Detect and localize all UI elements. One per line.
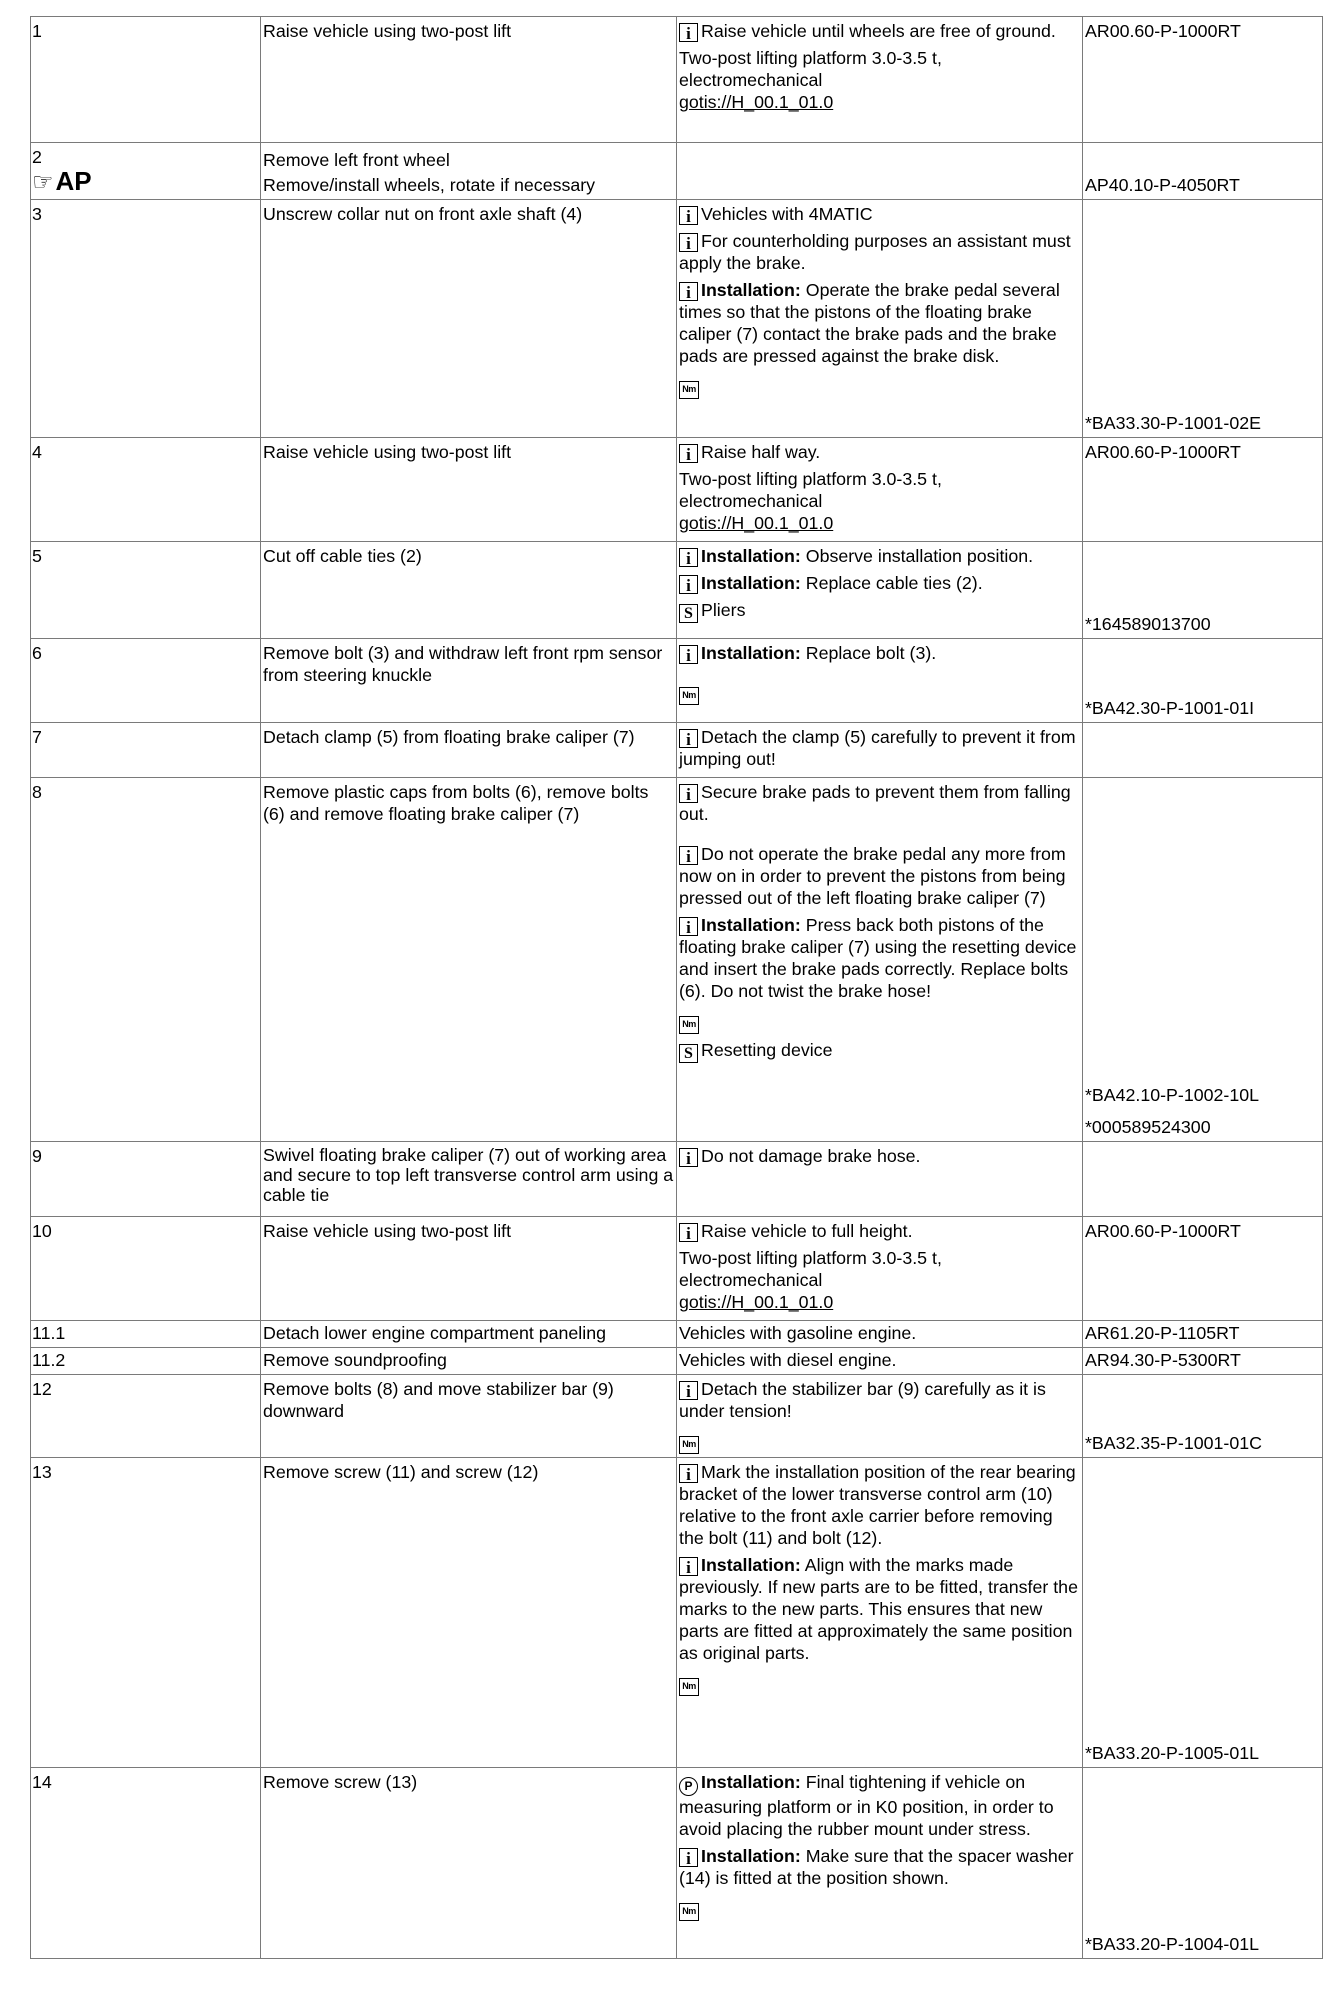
step-notes	[677, 1375, 1083, 1458]
step-notes	[677, 723, 1083, 778]
note-item: i Installation: Make sure that the spacer washer (14) is fitted at the position shown.	[679, 1846, 1074, 1888]
ap-marker: ☞AP	[32, 166, 92, 196]
equipment-text: Two-post lifting platform 3.0-3.5 t,	[679, 469, 942, 489]
equipment-text: electromechanical	[679, 70, 823, 90]
note-item: P Installation: Final tightening if vehicle on measuring platform or in K0 position, in order to avoid placing the rubber mount under stress.	[679, 1772, 1054, 1839]
reference-code[interactable]: AR00.60-P-1000RT	[1083, 17, 1323, 143]
info-icon: i	[679, 729, 698, 748]
table-row	[31, 542, 1323, 639]
note-item: i Vehicles with 4MATIC	[679, 203, 1080, 225]
torque-icon: Nm	[679, 1016, 699, 1034]
torque-item	[679, 372, 1080, 399]
step-notes	[677, 542, 1083, 639]
info-icon: i	[679, 1148, 698, 1167]
step-notes	[677, 1458, 1083, 1768]
reference-code[interactable]: AR94.30-P-5300RT	[1083, 1348, 1323, 1375]
step-number: 3	[31, 200, 261, 438]
table-row	[31, 17, 1323, 143]
note-item: i Installation: Replace cable ties (2).	[679, 572, 1080, 594]
table-row	[31, 143, 1323, 200]
note-item: i Detach the stabilizer bar (9) carefully as it is under tension!	[679, 1379, 1046, 1421]
table-row	[31, 1217, 1323, 1321]
step-number: 9	[31, 1142, 261, 1217]
step-notes	[677, 778, 1083, 1142]
note-item: i Raise vehicle to full height.	[679, 1220, 1080, 1242]
note-item: i Mark the installation position of the rear bearing bracket of the lower transverse control arm (10) relative to the front axle carrier before removing the bolt (11) and bolt (12).	[679, 1462, 1076, 1548]
torque-icon: Nm	[679, 1678, 699, 1696]
info-icon: i	[679, 846, 698, 865]
equipment-text: Two-post lifting platform 3.0-3.5 t,	[679, 1248, 942, 1268]
gotis-link[interactable]: gotis://H_00.1_01.0	[679, 1292, 834, 1312]
step-number: 1	[31, 17, 261, 143]
info-icon: i	[679, 1223, 698, 1242]
step-action: Cut off cable ties (2)	[261, 542, 677, 639]
step-action: Detach lower engine compartment paneling	[261, 1321, 677, 1348]
step-notes	[677, 1217, 1083, 1321]
reference-code[interactable]: AR61.20-P-1105RT	[1083, 1321, 1323, 1348]
procedure-sheet	[30, 16, 1322, 1959]
special-tool-icon: S	[679, 1044, 698, 1063]
torque-item	[679, 678, 1080, 705]
step-number: 13	[31, 1458, 261, 1768]
torque-item	[679, 1669, 1080, 1696]
info-icon: i	[679, 233, 698, 252]
table-row	[31, 723, 1323, 778]
reference-code[interactable]: *000589524300	[1085, 1117, 1211, 1137]
table-row	[31, 1321, 1323, 1348]
torque-item	[679, 1427, 1080, 1454]
reference-code	[1083, 723, 1323, 778]
step-action: Remove soundproofing	[261, 1348, 677, 1375]
reference-code[interactable]: *BA42.30-P-1001-01I	[1083, 639, 1323, 723]
reference-code-cell	[1083, 778, 1323, 1142]
step-action: Raise vehicle using two-post lift	[261, 1217, 677, 1321]
note-item: i Raise half way.	[679, 441, 1080, 463]
equipment-text: electromechanical	[679, 491, 823, 511]
table-row	[31, 639, 1323, 723]
reference-code[interactable]: AP40.10-P-4050RT	[1083, 143, 1323, 200]
step-number: 4	[31, 438, 261, 542]
reference-code[interactable]: *BA33.20-P-1005-01L	[1083, 1458, 1323, 1768]
note-item: i Raise vehicle until wheels are free of ground.	[679, 20, 1080, 42]
step-notes: Vehicles with gasoline engine.	[677, 1321, 1083, 1348]
step-notes	[677, 1768, 1083, 1959]
info-icon: i	[679, 1381, 698, 1400]
step-notes: Vehicles with diesel engine.	[677, 1348, 1083, 1375]
table-row	[31, 1458, 1323, 1768]
info-icon: i	[679, 206, 698, 225]
note-item: i Secure brake pads to prevent them from falling out.	[679, 782, 1071, 824]
info-icon: i	[679, 645, 698, 664]
step-action: Remove screw (11) and screw (12)	[261, 1458, 677, 1768]
table-row	[31, 1375, 1323, 1458]
step-notes	[677, 143, 1083, 200]
info-icon: i	[679, 1848, 698, 1867]
info-icon: i	[679, 1464, 698, 1483]
table-row	[31, 1142, 1323, 1217]
step-notes	[677, 1142, 1083, 1217]
pointing-hand-icon: ☞	[32, 169, 54, 196]
step-number: 14	[31, 1768, 261, 1959]
table-row	[31, 1348, 1323, 1375]
note-item: i Installation: Replace bolt (3).	[679, 642, 1080, 664]
step-action: Unscrew collar nut on front axle shaft (4)	[261, 200, 677, 438]
note-item: i Do not damage brake hose.	[679, 1145, 1080, 1167]
step-notes	[677, 639, 1083, 723]
note-item: i Installation: Press back both pistons of the floating brake caliper (7) using the resetting device and insert the brake pads correctly. Replace bolts (6). Do not twist the brake hose!	[679, 915, 1077, 1001]
table-row	[31, 200, 1323, 438]
note-item: i Installation: Observe installation position.	[679, 545, 1080, 567]
reference-code[interactable]: AR00.60-P-1000RT	[1083, 1217, 1323, 1321]
torque-icon: Nm	[679, 1903, 699, 1921]
final-tightening-icon: P	[679, 1777, 698, 1796]
special-tool-icon: S	[679, 604, 698, 623]
gotis-link[interactable]: gotis://H_00.1_01.0	[679, 513, 834, 533]
step-number: 10	[31, 1217, 261, 1321]
step-number: 2	[32, 147, 42, 167]
step-action: Detach clamp (5) from floating brake caliper (7)	[261, 723, 677, 778]
note-item: i Detach the clamp (5) carefully to prevent it from jumping out!	[679, 727, 1076, 769]
info-icon: i	[679, 575, 698, 594]
table-row	[31, 1768, 1323, 1959]
reference-code[interactable]: *BA33.20-P-1004-01L	[1083, 1768, 1323, 1959]
step-number: 11.1	[31, 1321, 261, 1348]
reference-code	[1083, 1142, 1323, 1217]
step-number: 11.2	[31, 1348, 261, 1375]
step-notes	[677, 200, 1083, 438]
step-notes	[677, 438, 1083, 542]
step-action: Swivel floating brake caliper (7) out of working area and secure to top left transverse control arm using a cable tie	[261, 1142, 677, 1217]
step-number: 7	[31, 723, 261, 778]
info-icon: i	[679, 282, 698, 301]
equipment-text: Two-post lifting platform 3.0-3.5 t,	[679, 48, 942, 68]
step-number: 6	[31, 639, 261, 723]
info-icon: i	[679, 444, 698, 463]
info-icon: i	[679, 23, 698, 42]
info-icon: i	[679, 917, 698, 936]
step-action: Remove bolt (3) and withdraw left front rpm sensor from steering knuckle	[261, 639, 677, 723]
procedure-table	[30, 16, 1323, 1959]
reference-code[interactable]: AR00.60-P-1000RT	[1083, 438, 1323, 542]
table-row	[31, 438, 1323, 542]
torque-icon: Nm	[679, 381, 699, 399]
reference-code[interactable]: *BA32.35-P-1001-01C	[1083, 1375, 1323, 1458]
info-icon: i	[679, 1557, 698, 1576]
step-number: 12	[31, 1375, 261, 1458]
reference-code[interactable]: *BA42.10-P-1002-10L	[1085, 1085, 1259, 1105]
reference-code[interactable]: *BA33.30-P-1001-02E	[1083, 200, 1323, 438]
step-notes	[677, 17, 1083, 143]
step-action: Raise vehicle using two-post lift	[261, 17, 677, 143]
torque-icon: Nm	[679, 1436, 699, 1454]
gotis-link[interactable]: gotis://H_00.1_01.0	[679, 92, 834, 112]
torque-icon: Nm	[679, 687, 699, 705]
tool-item: S Pliers	[679, 599, 1080, 623]
info-icon: i	[679, 548, 698, 567]
torque-item	[679, 1894, 1080, 1921]
step-action: Remove plastic caps from bolts (6), remove bolts (6) and remove floating brake caliper (7)	[261, 778, 677, 1142]
step-action: Remove left front wheel Remove/install wheels, rotate if necessary	[261, 143, 677, 200]
table-row	[31, 778, 1323, 1142]
step-number-cell	[31, 143, 261, 200]
step-number: 5	[31, 542, 261, 639]
note-item: i Do not operate the brake pedal any more from now on in order to prevent the pistons from being pressed out of the left floating brake caliper (7)	[679, 844, 1066, 908]
step-action: Remove screw (13)	[261, 1768, 677, 1959]
note-item: i Installation: Operate the brake pedal several times so that the pistons of the floating brake caliper (7) contact the brake pads and the brake pads are pressed against the brake disk.	[679, 280, 1060, 366]
step-action: Raise vehicle using two-post lift	[261, 438, 677, 542]
step-number: 8	[31, 778, 261, 1142]
step-action: Remove bolts (8) and move stabilizer bar (9) downward	[261, 1375, 677, 1458]
reference-code[interactable]: *164589013700	[1083, 542, 1323, 639]
note-item: i For counterholding purposes an assistant must apply the brake.	[679, 231, 1071, 273]
note-item: i Installation: Align with the marks made previously. If new parts are to be fitted, transfer the marks to the new parts. This ensures that new parts are fitted at approximately the same position as original parts.	[679, 1555, 1078, 1663]
info-icon: i	[679, 784, 698, 803]
tool-item: S Resetting device	[679, 1039, 1080, 1063]
torque-item	[679, 1007, 1080, 1034]
equipment-text: electromechanical	[679, 1270, 823, 1290]
